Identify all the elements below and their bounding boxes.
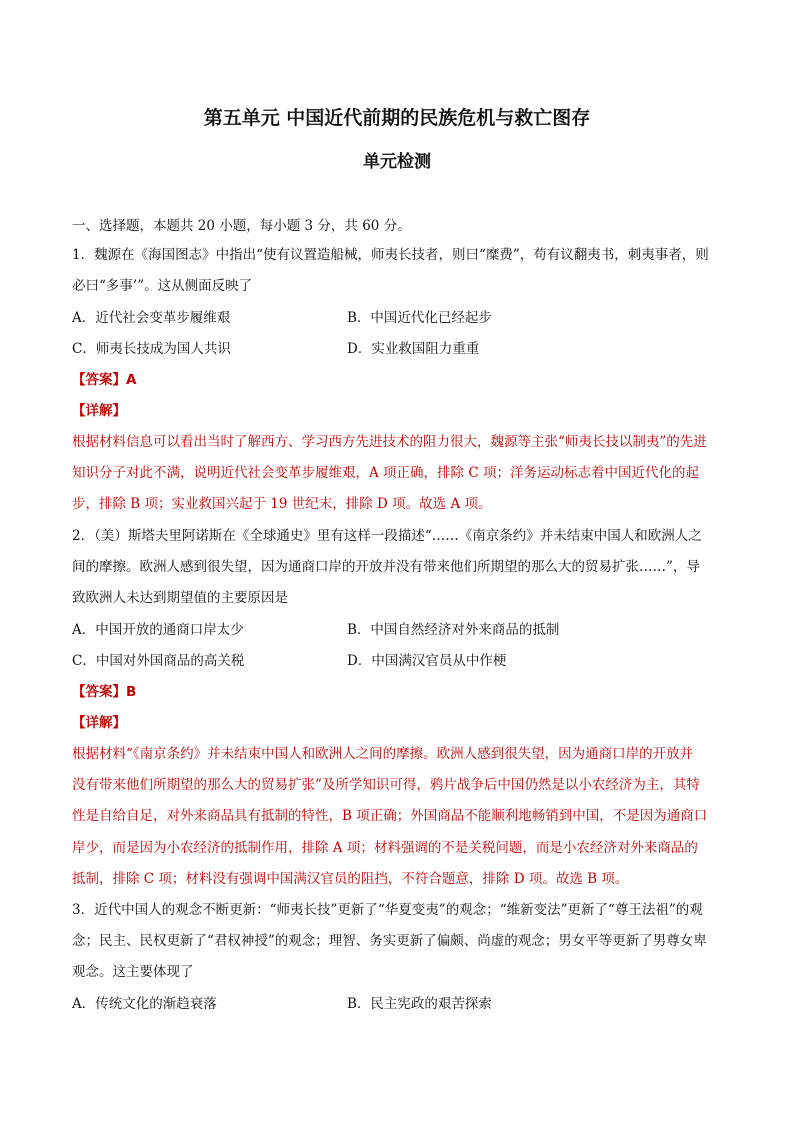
- q1-option-b: B．中国近代化已经起步: [347, 310, 492, 326]
- q3-stem-line-1: 3．近代中国人的观念不断更新：“师夷长技”更新了“华夏变夷”的观念；“维新变法”更新了“尊王法祖”的观: [72, 902, 703, 918]
- q2-explanation-line-1: 根据材料“《南京条约》并未结束中国人和欧洲人之间的摩擦。欧洲人感到很失望，因为通商口岸的开放并: [72, 746, 694, 762]
- q2-stem-line-2: 间的摩擦。欧洲人感到很失望，因为通商口岸的开放并没有带来他们所期望的那么大的贸易扩张……”，导: [72, 559, 700, 575]
- q2-option-d: D．中国满汉官员从中作梗: [347, 653, 507, 669]
- q1-option-d: D．实业救国阻力重重: [347, 341, 480, 357]
- q1-answer-label: 【答案】A: [72, 372, 137, 388]
- q1-explanation-line-2: 知识分子对此不满，说明近代社会变革步履维艰，A 项正确，排除 C 项；洋务运动标志着中国近代化的起: [72, 465, 699, 481]
- q2-stem-line-1: 2．（美）斯塔夫里阿诺斯在《全球通史》里有这样一段描述“……《南京条约》并未结束中国人和欧洲人之: [72, 528, 702, 544]
- q2-stem-line-3: 致欧洲人未达到期望值的主要原因是: [72, 590, 288, 606]
- q2-answer-label: 【答案】B: [72, 684, 137, 700]
- section-intro: 一、选择题，本题共 20 小题，每小题 3 分，共 60 分。: [72, 218, 411, 234]
- q2-option-a: A．中国开放的通商口岸太少: [72, 622, 244, 638]
- q1-stem-line-1: 1．魏源在《海国图志》中指出“使有议置造船械，师夷长技者，则曰“糜费”，苟有议翻夷书，刺夷事者，则: [72, 247, 709, 263]
- page-title: 第五单元 中国近代前期的民族危机与救亡图存: [203, 107, 591, 129]
- q2-detail-label: 【详解】: [72, 715, 126, 731]
- q1-option-a: A．近代社会变革步履维艰: [72, 310, 231, 326]
- q2-explanation-line-3: 性是自给自足，对外来商品具有抵制的特性，B 项正确；外国商品不能顺利地畅销到中国，不是因为通商口: [72, 808, 708, 824]
- q1-stem-line-2: 必曰“多事’”。这从侧面反映了: [72, 278, 253, 294]
- q2-explanation-line-4: 岸少，而是因为小农经济的抵制作用，排除 A 项；材料强调的不是关税问题，而是小农经济对外来商品的: [72, 840, 698, 856]
- q3-stem-line-3: 观念。这主要体现了: [72, 964, 194, 980]
- q2-explanation-line-2: 没有带来他们所期望的那么大的贸易扩张”及所学知识可得，鸦片战争后中国仍然是以小农经济为主，其特: [72, 777, 700, 793]
- q2-option-c: C．中国对外国商品的高关税: [72, 653, 245, 669]
- page-subtitle: 单元检测: [363, 152, 431, 172]
- q1-detail-label: 【详解】: [72, 403, 126, 419]
- q2-explanation-line-5: 抵制，排除 C 项；材料没有强调中国满汉官员的阻挡，不符合题意，排除 D 项。故选 B 项。: [72, 871, 629, 887]
- q3-stem-line-2: 念；民主、民权更新了“君权神授”的观念；理智、务实更新了偏颇、尚虚的观念；男女平等更新了男尊女卑: [72, 933, 707, 949]
- q3-option-a: A．传统文化的渐趋衰落: [72, 996, 217, 1012]
- q1-explanation-line-1: 根据材料信息可以看出当时了解西方、学习西方先进技术的阻力很大，魏源等主张“师夷长技以制夷”的先进: [72, 434, 707, 450]
- q1-explanation-line-3: 步，排除 B 项；实业救国兴起于 19 世纪末，排除 D 项。故选 A 项。: [72, 496, 492, 512]
- q2-option-b: B．中国自然经济对外来商品的抵制: [347, 622, 560, 638]
- q1-option-c: C．师夷长技成为国人共识: [72, 341, 231, 357]
- q3-option-b: B．民主宪政的艰苦探索: [347, 996, 492, 1012]
